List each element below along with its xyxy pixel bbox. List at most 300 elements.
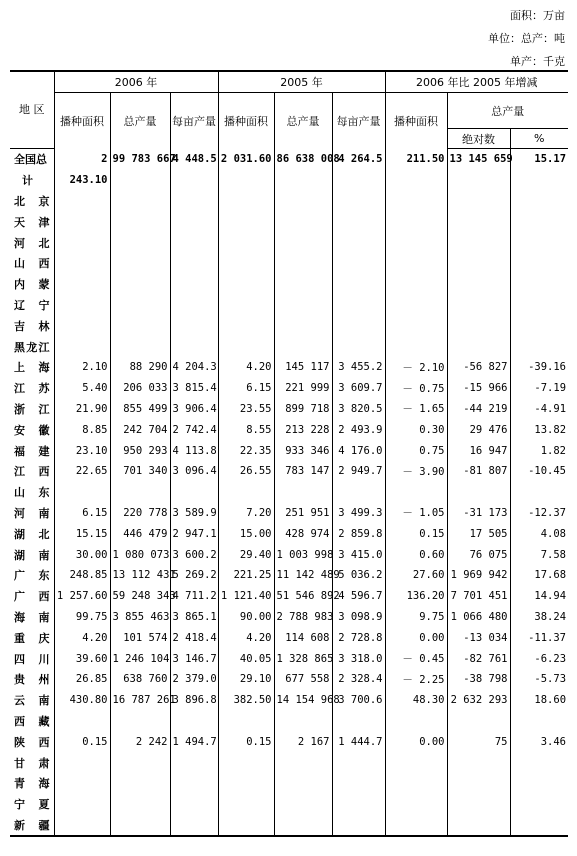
cell-output-pct	[510, 191, 568, 212]
cell-output-2006: 446 479	[110, 523, 170, 544]
cell-yield-2005: 3 455.2	[332, 357, 385, 378]
cell-output-abs	[447, 711, 510, 732]
table-row	[10, 503, 568, 524]
cell-yield-2005: 3 820.5	[332, 399, 385, 420]
cell-area-change	[385, 752, 447, 773]
cell-yield-2005	[332, 336, 385, 357]
cell-output-2006	[110, 253, 170, 274]
cell-output-2006	[110, 711, 170, 732]
cell-area-2005	[218, 482, 274, 503]
cell-yield-2005: 2 328.4	[332, 669, 385, 690]
cell-output-abs: 1 969 942	[447, 565, 510, 586]
cell-area-2006: 23.10	[54, 440, 110, 461]
cell-output-2005: 145 117	[274, 357, 332, 378]
region-name: 湖北	[10, 523, 54, 544]
cell-output-2005	[274, 752, 332, 773]
cell-output-abs: -81 807	[447, 461, 510, 482]
cell-output-pct: 4.08	[540, 527, 567, 540]
cell-area-change: － 0.75	[385, 378, 447, 399]
cell-area-2005	[218, 815, 274, 837]
cell-yield-2006: 4 113.8	[170, 440, 218, 461]
region-name: 福建	[10, 440, 54, 461]
cell-yield-2005: 2 493.9	[332, 419, 385, 440]
cell-area-2005	[218, 794, 274, 815]
cell-output-abs: 7 701 451	[447, 586, 510, 607]
header-region: 地 区	[10, 71, 54, 149]
cell-area-2005: 29.40	[218, 544, 274, 565]
production-table	[10, 70, 568, 837]
cell-output-pct	[510, 482, 568, 503]
cell-area-2006	[54, 336, 110, 357]
cell-area-2006: 2.10	[54, 357, 110, 378]
cell-output-2005	[274, 232, 332, 253]
cell-area-2006: 22.65	[54, 461, 110, 482]
table-row	[10, 773, 568, 794]
unit-area: 面积：万亩	[510, 9, 565, 22]
cell-output-abs: -44 219	[447, 399, 510, 420]
cell-output-pct: -4.91	[534, 402, 567, 415]
table-row	[10, 669, 568, 690]
header-percent: %	[510, 129, 568, 149]
cell-output-2006: 220 778	[110, 503, 170, 524]
cell-output-abs: -82 761	[447, 648, 510, 669]
header-2006-yield: 每亩产量	[170, 93, 218, 149]
cell-output-2006: 638 760	[110, 669, 170, 690]
header-2005-output: 总产量	[274, 93, 332, 149]
cell-output-abs	[447, 191, 510, 212]
cell-output-abs: 75	[447, 731, 510, 752]
cell-output-pct	[510, 274, 568, 295]
cell-yield-2005: 2 859.8	[332, 523, 385, 544]
cell-area-2005: 29.10	[218, 669, 274, 690]
table-row	[10, 211, 568, 232]
region-name: 黑龙江	[10, 336, 54, 357]
table-row	[10, 523, 568, 544]
cell-output-abs: -13 034	[447, 627, 510, 648]
cell-yield-2006: 4 204.3	[170, 357, 218, 378]
cell-output-pct	[510, 232, 568, 253]
cell-output-2005	[274, 211, 332, 232]
cell-area-2006	[54, 274, 110, 295]
header-2005-yield: 每亩产量	[332, 93, 385, 149]
region-name: 广西	[10, 586, 54, 607]
cell-area-change: － 0.45	[385, 648, 447, 669]
cell-yield-2005: 1 444.7	[332, 731, 385, 752]
cell-output-pct: -5.73	[534, 673, 567, 686]
cell-area-2005: 22.35	[218, 440, 274, 461]
cell-output-2006	[110, 336, 170, 357]
cell-area-2006: 8.85	[54, 419, 110, 440]
table-row	[10, 482, 568, 503]
cell-yield-2006	[170, 295, 218, 316]
cell-area-change	[385, 336, 447, 357]
table-row	[10, 315, 568, 336]
table-row	[10, 419, 568, 440]
cell-area-2006: 1 257.60	[54, 586, 110, 607]
cell-yield-2005: 3 700.6	[332, 690, 385, 711]
table-row	[10, 586, 568, 607]
cell-output-abs: 17 505	[447, 523, 510, 544]
cell-yield-2005	[332, 482, 385, 503]
table-row	[10, 565, 568, 586]
cell-yield-2006	[170, 191, 218, 212]
cell-area-change: 0.60	[385, 544, 447, 565]
table-row	[10, 648, 568, 669]
cell-output-abs: 76 075	[447, 544, 510, 565]
cell-output-abs	[447, 752, 510, 773]
total-label: 全国总	[10, 149, 54, 170]
cell-yield-2006	[170, 482, 218, 503]
cell-area-change	[385, 211, 447, 232]
cell-output-pct: -11.37	[528, 631, 567, 644]
cell-yield-2006: 3 815.4	[170, 378, 218, 399]
table-row	[10, 815, 568, 837]
cell-area-2006: 21.90	[54, 399, 110, 420]
cell-output-abs	[447, 794, 510, 815]
cell-output-2006: 950 293	[110, 440, 170, 461]
cell-output-pct	[510, 253, 568, 274]
cell-area-2006	[54, 711, 110, 732]
cell-output-2006: 701 340	[110, 461, 170, 482]
table-row	[10, 607, 568, 628]
cell-output-abs: 16 947	[447, 440, 510, 461]
region-name: 吉林	[10, 315, 54, 336]
region-name: 辽宁	[10, 295, 54, 316]
cell-output-2005: 14 154 968	[274, 690, 332, 711]
cell-yield-2005: 4 176.0	[332, 440, 385, 461]
cell-area-change	[385, 482, 447, 503]
cell-area-change: 27.60	[385, 565, 447, 586]
cell-output-2006	[110, 191, 170, 212]
cell-output-2006: 16 787 261	[110, 690, 170, 711]
cell-output-2006: 242 704	[110, 419, 170, 440]
region-name: 陕西	[10, 731, 54, 752]
cell-area-2006	[54, 211, 110, 232]
cell-area-change	[385, 794, 447, 815]
cell-output-abs	[447, 315, 510, 336]
cell-area-2005	[218, 711, 274, 732]
cell-area-2005: 221.25	[218, 565, 274, 586]
cell-output-2005: 783 147	[274, 461, 332, 482]
table-row	[10, 544, 568, 565]
cell-area-change: － 2.25	[385, 669, 447, 690]
cell-output-2006: 3 855 463	[110, 607, 170, 628]
cell-output-2005: 677 558	[274, 669, 332, 690]
cell-area-2006: 430.80	[54, 690, 110, 711]
cell-output-abs	[447, 211, 510, 232]
region-name: 贵州	[10, 669, 54, 690]
cell-output-pct: 13.82	[534, 423, 567, 436]
cell-yield-2005: 3 609.7	[332, 378, 385, 399]
cell-output-2005: 1 003 998	[274, 544, 332, 565]
cell-output-2005: 51 546 892	[274, 586, 332, 607]
cell-area-2005: 7.20	[218, 503, 274, 524]
cell-output-2006: 2 242	[110, 731, 170, 752]
cell-output-pct: -7.19	[534, 382, 567, 395]
cell-output-2005	[274, 773, 332, 794]
table-row	[10, 690, 568, 711]
cell-output-2005: 251 951	[274, 503, 332, 524]
cell-output-2006	[110, 794, 170, 815]
header-2005-area: 播种面积	[218, 93, 274, 149]
region-name: 河北	[10, 232, 54, 253]
cell-yield-2006: 3 096.4	[170, 461, 218, 482]
cell-area-change	[385, 711, 447, 732]
cell-yield-2005	[332, 211, 385, 232]
cell-area-2005	[218, 211, 274, 232]
cell-area-2006: 6.15	[54, 503, 110, 524]
cell-output-2006	[110, 232, 170, 253]
cell-area-2006	[54, 295, 110, 316]
cell-area-2005: 4.20	[218, 357, 274, 378]
region-name: 江苏	[10, 378, 54, 399]
cell-area-2005: 4.20	[218, 627, 274, 648]
cell-area-change: 48.30	[385, 690, 447, 711]
cell-output-abs	[447, 232, 510, 253]
cell-output-pct	[510, 336, 568, 357]
cell-area-2006	[54, 815, 110, 837]
cell-yield-2006	[170, 773, 218, 794]
cell-output-abs	[447, 295, 510, 316]
cell-area-2005: 40.05	[218, 648, 274, 669]
cell-area-2005: 90.00	[218, 607, 274, 628]
cell-yield-2005	[332, 711, 385, 732]
cell-yield-2005	[332, 191, 385, 212]
cell-yield-2005: 3 098.9	[332, 607, 385, 628]
cell-yield-2006: 3 865.1	[170, 607, 218, 628]
cell-area-2005	[218, 295, 274, 316]
cell-area-change: 9.75	[385, 607, 447, 628]
cell-area-2006	[54, 752, 110, 773]
cell-yield-2005	[332, 315, 385, 336]
total-yield-2005: 4 264.5	[332, 149, 385, 170]
cell-area-change: 0.00	[385, 627, 447, 648]
table-row	[10, 627, 568, 648]
region-name: 新疆	[10, 815, 54, 837]
total-output-abs: 13 145 659	[447, 149, 510, 170]
cell-output-2005	[274, 253, 332, 274]
cell-output-pct: 38.24	[534, 610, 567, 623]
region-name: 云南	[10, 690, 54, 711]
total-area-2005: 2 031.60	[218, 149, 274, 170]
cell-yield-2006: 4 711.2	[170, 586, 218, 607]
cell-output-2005	[274, 315, 332, 336]
cell-area-2006: 4.20	[54, 627, 110, 648]
region-name: 上海	[10, 357, 54, 378]
cell-output-pct: -10.45	[528, 465, 567, 478]
cell-output-abs: -31 173	[447, 503, 510, 524]
cell-yield-2005: 3 499.3	[332, 503, 385, 524]
cell-output-2006: 88 290	[110, 357, 170, 378]
table-row	[10, 794, 568, 815]
cell-yield-2006: 1 494.7	[170, 731, 218, 752]
cell-output-2005: 899 718	[274, 399, 332, 420]
cell-output-pct: -39.16	[528, 361, 567, 374]
total-area-change: 211.50	[385, 149, 447, 170]
cell-area-change: 0.15	[385, 523, 447, 544]
cell-output-pct	[510, 815, 568, 837]
cell-output-abs: 2 632 293	[447, 690, 510, 711]
cell-area-2005	[218, 253, 274, 274]
cell-area-change	[385, 253, 447, 274]
cell-output-pct	[510, 794, 568, 815]
cell-yield-2006: 2 947.1	[170, 523, 218, 544]
region-name: 广东	[10, 565, 54, 586]
unit-output: 单位：总产：吨	[488, 32, 565, 45]
cell-output-abs	[447, 336, 510, 357]
cell-area-2005	[218, 274, 274, 295]
cell-area-2006: 0.15	[54, 731, 110, 752]
cell-output-2005	[274, 274, 332, 295]
cell-area-2006: 39.60	[54, 648, 110, 669]
header-change-output: 总产量	[491, 104, 525, 118]
cell-output-abs: 1 066 480	[447, 607, 510, 628]
unit-notes	[488, 4, 565, 73]
table-row	[10, 295, 568, 316]
cell-output-2006	[110, 752, 170, 773]
cell-output-pct	[510, 211, 568, 232]
cell-output-2005: 213 228	[274, 419, 332, 440]
cell-area-change: 136.20	[385, 586, 447, 607]
cell-output-2006: 13 112 431	[110, 565, 170, 586]
cell-output-2006	[110, 211, 170, 232]
region-name: 四川	[10, 648, 54, 669]
cell-yield-2006	[170, 315, 218, 336]
cell-area-2006: 15.15	[54, 523, 110, 544]
cell-output-2006	[110, 815, 170, 837]
cell-area-change: － 1.65	[385, 399, 447, 420]
cell-output-2006: 855 499	[110, 399, 170, 420]
cell-area-change	[385, 815, 447, 837]
header-absolute: 绝对数	[447, 129, 510, 149]
cell-yield-2006: 3 906.4	[170, 399, 218, 420]
table-row	[10, 357, 568, 378]
region-name: 青海	[10, 773, 54, 794]
cell-area-change	[385, 274, 447, 295]
cell-output-2006: 59 248 343	[110, 586, 170, 607]
cell-yield-2005: 2 949.7	[332, 461, 385, 482]
cell-area-change: 0.30	[385, 419, 447, 440]
cell-area-2006: 5.40	[54, 378, 110, 399]
cell-output-2005: 2 167	[274, 731, 332, 752]
region-name: 江西	[10, 461, 54, 482]
cell-yield-2006: 3 146.7	[170, 648, 218, 669]
cell-yield-2006: 2 379.0	[170, 669, 218, 690]
cell-area-2006: 248.85	[54, 565, 110, 586]
region-name: 西藏	[10, 711, 54, 732]
cell-area-change	[385, 191, 447, 212]
cell-area-2005: 0.15	[218, 731, 274, 752]
cell-area-2006: 30.00	[54, 544, 110, 565]
cell-area-2005: 15.00	[218, 523, 274, 544]
cell-output-2005: 428 974	[274, 523, 332, 544]
cell-yield-2005	[332, 794, 385, 815]
region-name: 甘肃	[10, 752, 54, 773]
cell-area-2006	[54, 253, 110, 274]
cell-output-2005: 114 608	[274, 627, 332, 648]
cell-area-change	[385, 295, 447, 316]
cell-area-2006	[54, 232, 110, 253]
cell-yield-2006: 2 742.4	[170, 419, 218, 440]
cell-area-change	[385, 315, 447, 336]
cell-output-abs: -38 798	[447, 669, 510, 690]
header-2005: 2005 年	[218, 71, 385, 93]
cell-area-change	[385, 773, 447, 794]
cell-yield-2005	[332, 274, 385, 295]
cell-area-2006	[54, 794, 110, 815]
cell-yield-2006: 3 896.8	[170, 690, 218, 711]
cell-output-abs: 29 476	[447, 419, 510, 440]
total-area-2006: 2	[54, 149, 110, 170]
cell-output-pct	[510, 752, 568, 773]
cell-yield-2006	[170, 752, 218, 773]
region-name: 河南	[10, 503, 54, 524]
cell-area-change: － 2.10	[385, 357, 447, 378]
cell-area-2006	[54, 315, 110, 336]
cell-output-abs	[447, 773, 510, 794]
cell-area-2006: 26.85	[54, 669, 110, 690]
header-change-area: 播种面积	[385, 93, 447, 149]
table-row	[10, 232, 568, 253]
cell-output-2006: 1 246 104	[110, 648, 170, 669]
cell-output-2005: 11 142 489	[274, 565, 332, 586]
cell-area-2005	[218, 752, 274, 773]
cell-yield-2006: 5 269.2	[170, 565, 218, 586]
cell-output-abs	[447, 274, 510, 295]
cell-yield-2005	[332, 815, 385, 837]
total-output-pct: 15.17	[534, 153, 567, 166]
unit-yield: 单产：千克	[510, 55, 565, 68]
table-row	[10, 336, 568, 357]
cell-output-pct	[510, 315, 568, 336]
region-name: 安徽	[10, 419, 54, 440]
table-row-total-cont	[10, 170, 568, 191]
cell-output-2006	[110, 295, 170, 316]
cell-output-abs	[447, 482, 510, 503]
cell-output-abs: -56 827	[447, 357, 510, 378]
cell-output-pct: 17.68	[534, 569, 567, 582]
cell-yield-2006: 3 600.2	[170, 544, 218, 565]
cell-output-2006: 101 574	[110, 627, 170, 648]
cell-area-2005: 382.50	[218, 690, 274, 711]
cell-area-2006	[54, 773, 110, 794]
cell-area-2006: 99.75	[54, 607, 110, 628]
cell-yield-2005: 4 596.7	[332, 586, 385, 607]
cell-area-2005: 1 121.40	[218, 586, 274, 607]
region-name: 山东	[10, 482, 54, 503]
cell-output-2006: 1 080 073	[110, 544, 170, 565]
header-2006: 2006 年	[54, 71, 218, 93]
cell-yield-2006	[170, 711, 218, 732]
cell-output-pct	[510, 711, 568, 732]
cell-output-abs	[447, 815, 510, 837]
table-row	[10, 274, 568, 295]
region-name: 湖南	[10, 544, 54, 565]
cell-area-2005	[218, 773, 274, 794]
cell-yield-2006	[170, 232, 218, 253]
cell-yield-2005	[332, 253, 385, 274]
total-label-cont: 计	[10, 170, 54, 191]
region-name: 天津	[10, 211, 54, 232]
table-row-total	[10, 149, 568, 170]
table-row	[10, 731, 568, 752]
cell-output-2005	[274, 711, 332, 732]
region-name: 山西	[10, 253, 54, 274]
table-row	[10, 253, 568, 274]
cell-yield-2006: 2 418.4	[170, 627, 218, 648]
cell-output-pct: 18.60	[534, 694, 567, 707]
header-2006-output: 总产量	[110, 93, 170, 149]
